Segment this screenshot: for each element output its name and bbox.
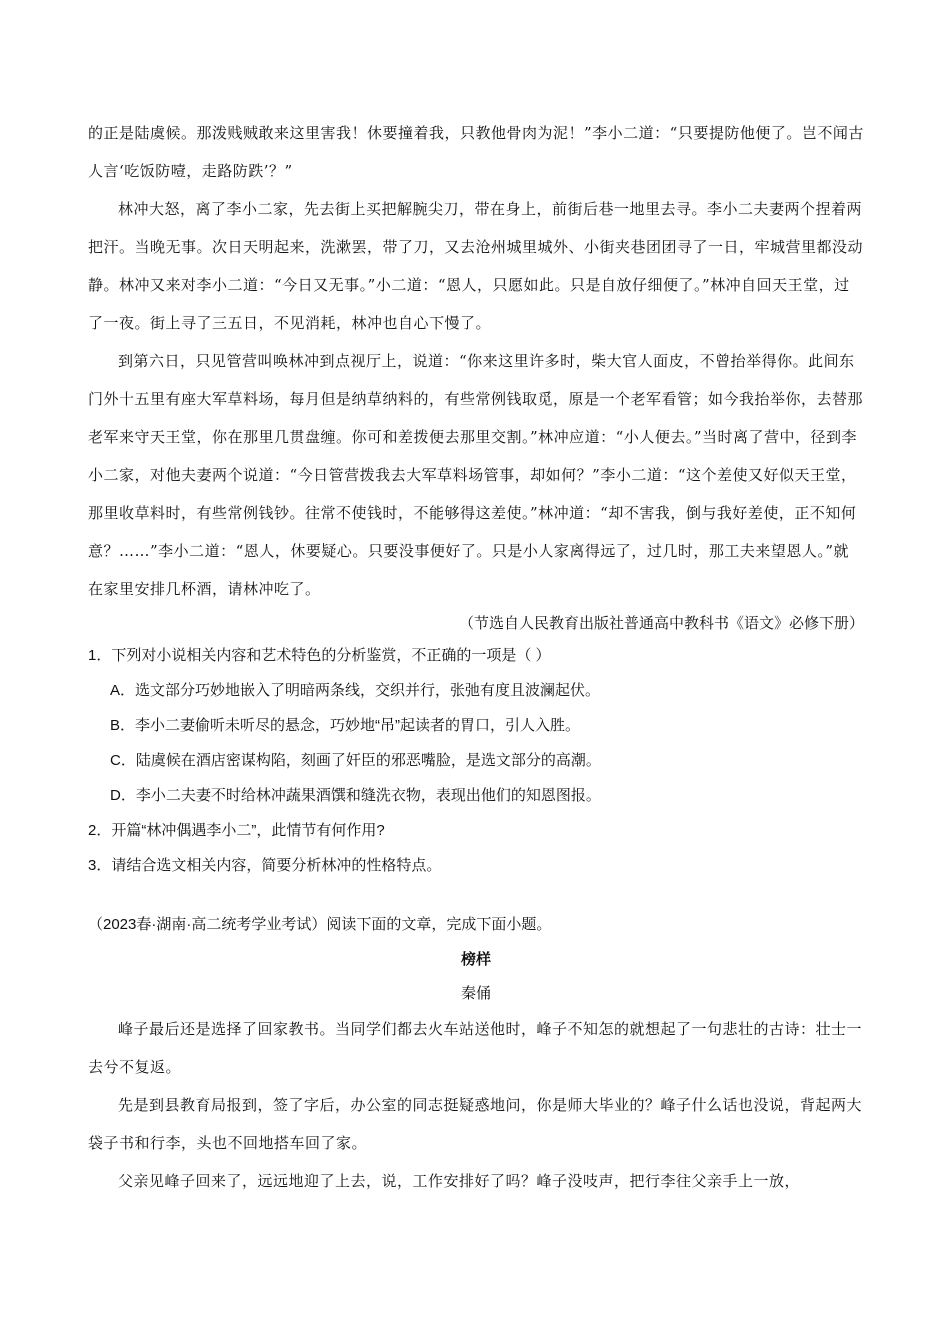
section2-paragraph-2: 先是到县教育局报到，签了字后，办公室的同志挺疑惑地问，你是师大毕业的？峰子什么话也没说，背起两大袋子书和行李，头也不回地搭车回了家。	[88, 1096, 863, 1152]
question-1-option-d: D．李小二夫妻不时给林冲蔬果酒馔和缝洗衣物，表现出他们的知恩图报。	[110, 787, 601, 804]
passage1-paragraph-1: 的正是陆虞候。那泼贱贼敢来这里害我！休要撞着我，只教他骨肉为泥！”李小二道：“只要提防他便了。岂不闻古人言‘吃饭防噎，走路防跌’？”	[88, 124, 864, 180]
question-2: 2．开篇“林冲偶遇李小二”，此情节有何作用?	[88, 822, 385, 839]
passage1-source: （节选自人民教育出版社普通高中教科书《语文》必修下册）	[458, 614, 864, 632]
question-1-option-a: A．选文部分巧妙地嵌入了明暗两条线，交织并行，张弛有度且波澜起伏。	[110, 682, 601, 699]
section2-paragraph-3: 父亲见峰子回来了，远远地迎了上去，说，工作安排好了吗？峰子没吱声，把行李往父亲手上一放，	[118, 1172, 801, 1190]
document-page	[88, 114, 864, 1200]
passage1-paragraph-3: 到第六日，只见管营叫唤林冲到点视厅上，说道：“你来这里许多时，柴大官人面皮，不曾抬举得你。此间东门外十五里有座大军草料场，每月但是纳草纳料的，有些常例钱取觅，原是一个老军看管；如今我抬举你，去替那老军来守天王堂，你在那里几贯盘缠。你可和差拨便去那里交割。”林冲应道：“小人便去。”当时离了营中，径到李小二家，对他夫妻两个说道：“今日管营拨我去大军草料场管事，却如何？”李小二道：“这个差使又好似天王堂，那里收草料时，有些常例钱钞。往常不使钱时，不能够得这差使。”林冲道：“却不害我，倒与我好差使，正不知何意？……”李小二道：“恩人，休要疑心。只要没事便好了。只是小人家离得远了，过几时，那工夫来望恩人。”就在家里安排几杯酒，请林冲吃了。	[88, 352, 864, 598]
passage1-paragraph-2: 林冲大怒，离了李小二家，先去街上买把解腕尖刀，带在身上，前街后巷一地里去寻。李小二夫妻两个捏着两把汗。当晚无事。次日天明起来，洗漱罢，带了刀，又去沧州城里城外、小街夹巷团团寻了一日，牢城营里都没动静。林冲又来对李小二道：“今日又无事。”小二道：“恩人，只愿如此。只是自放仔细便了。”林冲自回天王堂，过了一夜。街上寻了三五日，不见消耗，林冲也自心下慢了。	[88, 200, 864, 332]
section2-intro: （2023春·湖南·高二统考学业考试）阅读下面的文章，完成下面小题。	[88, 916, 552, 933]
question-1-option-c: C．陆虞候在酒店密谋构陷，刻画了奸臣的邪恶嘴脸，是选文部分的高潮。	[110, 752, 601, 769]
section-gap	[88, 883, 864, 907]
question-3: 3．请结合选文相关内容，简要分析林冲的性格特点。	[88, 857, 442, 874]
section2-author: 秦俑	[460, 984, 491, 1002]
question-1: 1．下列对小说相关内容和艺术特色的分析鉴赏，不正确的一项是（ ）	[88, 647, 551, 664]
section2-paragraph-1: 峰子最后还是选择了回家教书。当同学们都去火车站送他时，峰子不知怎的就想起了一句悲壮的古诗：壮士一去兮不复返。	[88, 1020, 863, 1076]
section2-title: 榜样	[460, 950, 491, 968]
question-1-option-b: B．李小二妻偷听未听尽的悬念，巧妙地“吊”起读者的胃口，引人入胜。	[110, 717, 580, 734]
